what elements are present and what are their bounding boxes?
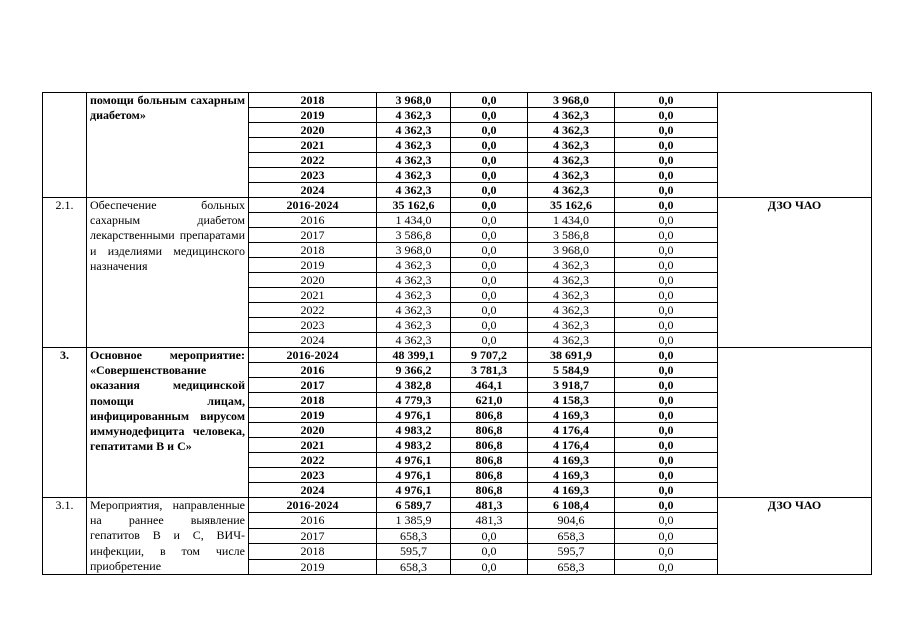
- item-description: Мероприятия, направленные на раннее выявление гепатитов В и С, ВИЧ-инфекции, в том числе приобретение: [87, 498, 249, 575]
- item-number: 2.1.: [43, 198, 87, 348]
- table-row: [43, 348, 872, 363]
- total-cell: 658,3: [377, 528, 451, 543]
- okrug-budget-cell: 904,6: [528, 513, 615, 528]
- other-sources-cell: 0,0: [615, 123, 718, 138]
- okrug-budget-cell: 4 362,3: [528, 123, 615, 138]
- item-description: Обеспечение больных сахарным диабетом лекарственными препаратами и изделиями медицинского назначения: [87, 198, 249, 348]
- total-cell: 4 976,1: [377, 468, 451, 483]
- total-cell: 6 589,7: [377, 498, 451, 513]
- okrug-budget-cell: 4 362,3: [528, 318, 615, 333]
- executor-cell: ДЗО ЧАО: [718, 498, 872, 575]
- total-cell: 4 362,3: [377, 273, 451, 288]
- year-cell: 2016: [249, 363, 377, 378]
- year-cell: 2019: [249, 559, 377, 574]
- total-cell: 4 362,3: [377, 108, 451, 123]
- federal-budget-cell: 806,8: [451, 423, 528, 438]
- okrug-budget-cell: 1 434,0: [528, 213, 615, 228]
- federal-budget-cell: 806,8: [451, 483, 528, 498]
- other-sources-cell: 0,0: [615, 138, 718, 153]
- item-number: 3.: [43, 348, 87, 498]
- other-sources-cell: 0,0: [615, 228, 718, 243]
- item-number: 3.1.: [43, 498, 87, 575]
- federal-budget-cell: 464,1: [451, 378, 528, 393]
- okrug-budget-cell: 658,3: [528, 559, 615, 574]
- total-cell: 35 162,6: [377, 198, 451, 213]
- federal-budget-cell: 481,3: [451, 498, 528, 513]
- year-cell: 2017: [249, 378, 377, 393]
- year-cell: 2017: [249, 228, 377, 243]
- other-sources-cell: 0,0: [615, 258, 718, 273]
- okrug-budget-cell: 35 162,6: [528, 198, 615, 213]
- okrug-budget-cell: 4 362,3: [528, 183, 615, 198]
- total-cell: 1 385,9: [377, 513, 451, 528]
- okrug-budget-cell: 3 918,7: [528, 378, 615, 393]
- year-cell: 2021: [249, 138, 377, 153]
- total-cell: 3 586,8: [377, 228, 451, 243]
- year-cell: 2018: [249, 544, 377, 559]
- year-cell: 2021: [249, 438, 377, 453]
- other-sources-cell: 0,0: [615, 498, 718, 513]
- other-sources-cell: 0,0: [615, 183, 718, 198]
- federal-budget-cell: 0,0: [451, 198, 528, 213]
- federal-budget-cell: 806,8: [451, 468, 528, 483]
- year-cell: 2020: [249, 423, 377, 438]
- year-cell: 2020: [249, 273, 377, 288]
- other-sources-cell: 0,0: [615, 198, 718, 213]
- total-cell: 4 779,3: [377, 393, 451, 408]
- year-cell: 2019: [249, 258, 377, 273]
- federal-budget-cell: 0,0: [451, 333, 528, 348]
- other-sources-cell: 0,0: [615, 333, 718, 348]
- total-cell: 595,7: [377, 544, 451, 559]
- okrug-budget-cell: 6 108,4: [528, 498, 615, 513]
- year-cell: 2021: [249, 288, 377, 303]
- federal-budget-cell: 0,0: [451, 213, 528, 228]
- okrug-budget-cell: 4 362,3: [528, 333, 615, 348]
- other-sources-cell: 0,0: [615, 513, 718, 528]
- okrug-budget-cell: 4 169,3: [528, 408, 615, 423]
- table-row: [43, 93, 872, 108]
- okrug-budget-cell: 4 362,3: [528, 273, 615, 288]
- federal-budget-cell: 0,0: [451, 258, 528, 273]
- total-cell: 4 362,3: [377, 123, 451, 138]
- federal-budget-cell: 0,0: [451, 123, 528, 138]
- okrug-budget-cell: 4 158,3: [528, 393, 615, 408]
- executor-cell: ДЗО ЧАО: [718, 198, 872, 348]
- table-body: [43, 93, 872, 575]
- year-cell: 2016-2024: [249, 198, 377, 213]
- year-cell: 2016-2024: [249, 348, 377, 363]
- total-cell: 4 362,3: [377, 153, 451, 168]
- okrug-budget-cell: 3 586,8: [528, 228, 615, 243]
- federal-budget-cell: 0,0: [451, 544, 528, 559]
- item-description: Основное мероприятие: «Совершенствование оказания медицинской помощи лицам, инфицированным вирусом иммунодефицита человека, гепатитами В и С»: [87, 348, 249, 498]
- federal-budget-cell: 0,0: [451, 288, 528, 303]
- other-sources-cell: 0,0: [615, 559, 718, 574]
- year-cell: 2024: [249, 183, 377, 198]
- federal-budget-cell: 0,0: [451, 93, 528, 108]
- executor-cell: [718, 93, 872, 198]
- okrug-budget-cell: 5 584,9: [528, 363, 615, 378]
- year-cell: 2016: [249, 513, 377, 528]
- year-cell: 2022: [249, 303, 377, 318]
- budget-table: [42, 92, 872, 575]
- other-sources-cell: 0,0: [615, 363, 718, 378]
- year-cell: 2022: [249, 153, 377, 168]
- year-cell: 2018: [249, 393, 377, 408]
- total-cell: 4 976,1: [377, 453, 451, 468]
- other-sources-cell: 0,0: [615, 243, 718, 258]
- other-sources-cell: 0,0: [615, 423, 718, 438]
- okrug-budget-cell: 4 169,3: [528, 483, 615, 498]
- year-cell: 2016-2024: [249, 498, 377, 513]
- okrug-budget-cell: 4 362,3: [528, 258, 615, 273]
- federal-budget-cell: 481,3: [451, 513, 528, 528]
- federal-budget-cell: 0,0: [451, 108, 528, 123]
- total-cell: 4 382,8: [377, 378, 451, 393]
- okrug-budget-cell: 3 968,0: [528, 243, 615, 258]
- year-cell: 2020: [249, 123, 377, 138]
- total-cell: 4 362,3: [377, 138, 451, 153]
- other-sources-cell: 0,0: [615, 483, 718, 498]
- other-sources-cell: 0,0: [615, 348, 718, 363]
- total-cell: 9 366,2: [377, 363, 451, 378]
- okrug-budget-cell: 4 362,3: [528, 153, 615, 168]
- federal-budget-cell: 0,0: [451, 228, 528, 243]
- federal-budget-cell: 0,0: [451, 153, 528, 168]
- okrug-budget-cell: 4 362,3: [528, 138, 615, 153]
- federal-budget-cell: 0,0: [451, 318, 528, 333]
- table-row: [43, 198, 872, 213]
- other-sources-cell: 0,0: [615, 393, 718, 408]
- total-cell: 4 983,2: [377, 438, 451, 453]
- other-sources-cell: 0,0: [615, 544, 718, 559]
- okrug-budget-cell: 4 169,3: [528, 453, 615, 468]
- okrug-budget-cell: 38 691,9: [528, 348, 615, 363]
- total-cell: 4 362,3: [377, 288, 451, 303]
- other-sources-cell: 0,0: [615, 438, 718, 453]
- other-sources-cell: 0,0: [615, 273, 718, 288]
- other-sources-cell: 0,0: [615, 303, 718, 318]
- year-cell: 2018: [249, 93, 377, 108]
- year-cell: 2022: [249, 453, 377, 468]
- other-sources-cell: 0,0: [615, 378, 718, 393]
- federal-budget-cell: 0,0: [451, 303, 528, 318]
- federal-budget-cell: 0,0: [451, 183, 528, 198]
- okrug-budget-cell: 4 362,3: [528, 288, 615, 303]
- total-cell: 4 976,1: [377, 408, 451, 423]
- total-cell: 4 976,1: [377, 483, 451, 498]
- total-cell: 4 362,3: [377, 303, 451, 318]
- other-sources-cell: 0,0: [615, 318, 718, 333]
- executor-cell: [718, 348, 872, 498]
- total-cell: 48 399,1: [377, 348, 451, 363]
- table-row: [43, 498, 872, 513]
- federal-budget-cell: 9 707,2: [451, 348, 528, 363]
- other-sources-cell: 0,0: [615, 288, 718, 303]
- total-cell: 4 362,3: [377, 168, 451, 183]
- total-cell: 1 434,0: [377, 213, 451, 228]
- year-cell: 2018: [249, 243, 377, 258]
- total-cell: 4 983,2: [377, 423, 451, 438]
- year-cell: 2016: [249, 213, 377, 228]
- federal-budget-cell: 0,0: [451, 168, 528, 183]
- federal-budget-cell: 3 781,3: [451, 363, 528, 378]
- okrug-budget-cell: 4 362,3: [528, 108, 615, 123]
- year-cell: 2023: [249, 318, 377, 333]
- okrug-budget-cell: 658,3: [528, 528, 615, 543]
- total-cell: 4 362,3: [377, 183, 451, 198]
- okrug-budget-cell: 595,7: [528, 544, 615, 559]
- federal-budget-cell: 806,8: [451, 408, 528, 423]
- year-cell: 2019: [249, 108, 377, 123]
- other-sources-cell: 0,0: [615, 408, 718, 423]
- okrug-budget-cell: 4 176,4: [528, 438, 615, 453]
- year-cell: 2024: [249, 333, 377, 348]
- total-cell: 4 362,3: [377, 258, 451, 273]
- other-sources-cell: 0,0: [615, 168, 718, 183]
- federal-budget-cell: 621,0: [451, 393, 528, 408]
- other-sources-cell: 0,0: [615, 93, 718, 108]
- other-sources-cell: 0,0: [615, 468, 718, 483]
- okrug-budget-cell: 4 169,3: [528, 468, 615, 483]
- year-cell: 2019: [249, 408, 377, 423]
- year-cell: 2024: [249, 483, 377, 498]
- okrug-budget-cell: 3 968,0: [528, 93, 615, 108]
- other-sources-cell: 0,0: [615, 153, 718, 168]
- federal-budget-cell: 806,8: [451, 453, 528, 468]
- other-sources-cell: 0,0: [615, 213, 718, 228]
- federal-budget-cell: 0,0: [451, 273, 528, 288]
- federal-budget-cell: 806,8: [451, 438, 528, 453]
- okrug-budget-cell: 4 362,3: [528, 303, 615, 318]
- total-cell: 3 968,0: [377, 243, 451, 258]
- item-number: [43, 93, 87, 198]
- year-cell: 2023: [249, 168, 377, 183]
- item-description: помощи больным сахарным диабетом»: [87, 93, 249, 198]
- year-cell: 2023: [249, 468, 377, 483]
- federal-budget-cell: 0,0: [451, 243, 528, 258]
- total-cell: 4 362,3: [377, 318, 451, 333]
- total-cell: 3 968,0: [377, 93, 451, 108]
- other-sources-cell: 0,0: [615, 108, 718, 123]
- federal-budget-cell: 0,0: [451, 528, 528, 543]
- federal-budget-cell: 0,0: [451, 138, 528, 153]
- year-cell: 2017: [249, 528, 377, 543]
- total-cell: 658,3: [377, 559, 451, 574]
- other-sources-cell: 0,0: [615, 528, 718, 543]
- okrug-budget-cell: 4 176,4: [528, 423, 615, 438]
- total-cell: 4 362,3: [377, 333, 451, 348]
- okrug-budget-cell: 4 362,3: [528, 168, 615, 183]
- federal-budget-cell: 0,0: [451, 559, 528, 574]
- other-sources-cell: 0,0: [615, 453, 718, 468]
